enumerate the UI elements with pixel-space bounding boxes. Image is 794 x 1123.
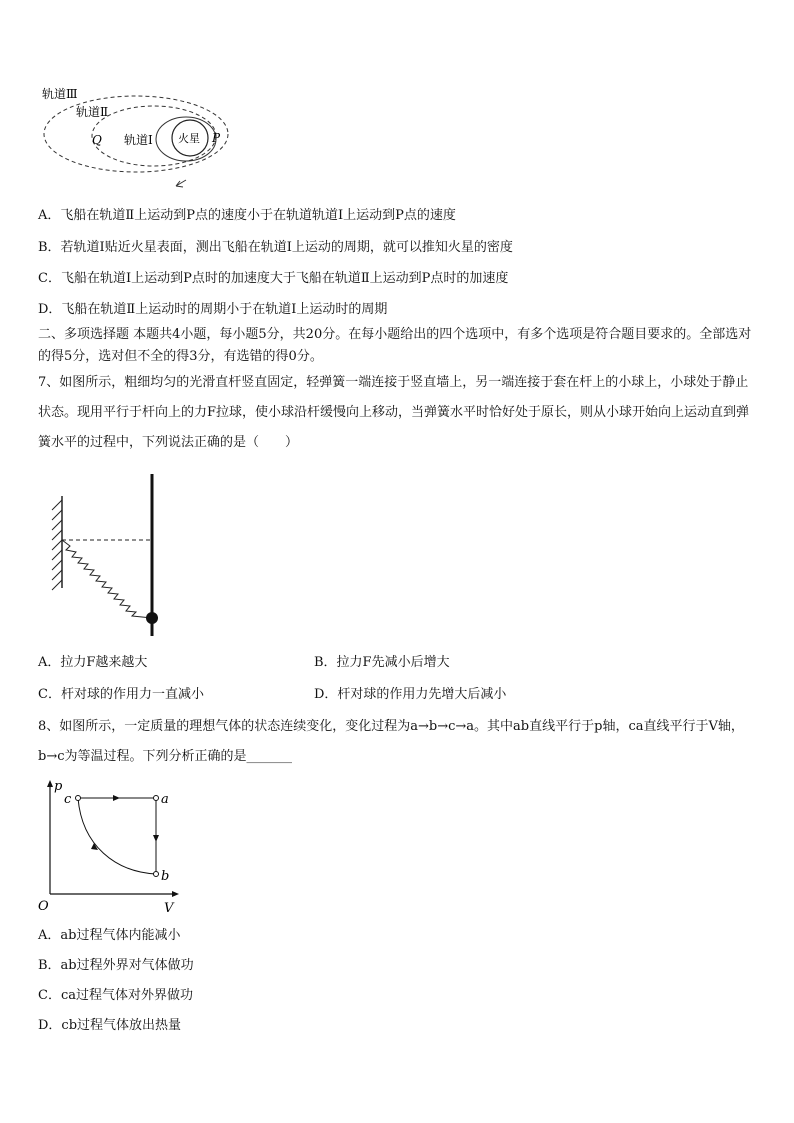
orbit3-label: 轨道Ⅲ	[42, 87, 78, 101]
section2-heading: 二、多项选择题 本题共4小题，每小题5分，共20分。在每小题给出的四个选项中，有多个选项是符合题目要求的。全部选对的得5分，选对但不全的得3分，有选错的得0分。	[38, 327, 752, 364]
q7-option-a: A．拉力F越来越大	[38, 655, 148, 670]
q7-option-d: D．杆对球的作用力先增大后减小	[314, 687, 507, 702]
orbit-arrow-icon	[176, 180, 186, 187]
v-axis-arrow-icon	[172, 891, 179, 897]
ca-arrow-icon	[113, 795, 120, 801]
pv-diagram	[36, 776, 186, 916]
c-label: c	[64, 792, 72, 807]
a-label: a	[161, 792, 169, 807]
q8-option-c: C．ca过程气体对外界做功	[38, 988, 193, 1003]
q-point-label: Q	[92, 133, 102, 147]
origin-label: O	[38, 899, 49, 914]
point-a	[154, 796, 159, 801]
orbit-figure	[36, 84, 236, 194]
q7-option-b: B．拉力F先减小后增大	[314, 655, 450, 670]
p-axis-arrow-icon	[47, 780, 53, 787]
orbit2-label: 轨道Ⅱ	[76, 105, 109, 119]
q8-option-d: D．cb过程气体放出热量	[38, 1018, 182, 1033]
ab-arrow-icon	[153, 835, 159, 842]
p-axis-label: p	[54, 779, 63, 794]
b-label: b	[161, 869, 170, 884]
q7-stem: 7、如图所示，粗细均匀的光滑直杆竖直固定，轻弹簧一端连接于竖直墙上，另一端连接于套在杆上的小球上，小球处于静止状态。现用平行于杆向上的力F拉球，使小球沿杆缓慢向上移动，当弹簧水平时恰好处于原长，则从小球开始向上运动直到弹簧水平的过程中，下列说法正确的是（ ）	[38, 375, 750, 450]
q8-stem: 8、如图所示，一定质量的理想气体的状态连续变化，变化过程为a→b→c→a。其中ab直线平行于p轴，ca直线平行于V轴，b→c为等温过程。下列分析正确的是_______	[38, 719, 744, 764]
ball	[146, 612, 158, 624]
point-b	[154, 872, 159, 877]
q8-option-a: A．ab过程气体内能减小	[38, 928, 181, 943]
q7-option-c: C．杆对球的作用力一直减小	[38, 687, 204, 702]
spring-rod-figure	[40, 470, 170, 640]
q6-option-d: D．飞船在轨道Ⅱ上运动时的周期小于在轨道I上运动时的周期	[38, 302, 388, 317]
point-c	[76, 796, 81, 801]
q6-option-b: B．若轨道I贴近火星表面，测出飞船在轨道I上运动的周期，就可以推知火星的密度	[38, 240, 513, 255]
q6-option-a: A．飞船在轨道Ⅱ上运动到P点的速度小于在轨道轨道Ⅰ上运动到P点的速度	[38, 208, 456, 223]
orbit1-label: 轨道Ⅰ	[124, 133, 153, 147]
p-point-label: P	[212, 131, 221, 145]
mars-label: 火星	[178, 132, 200, 145]
wall-hatching	[52, 500, 62, 590]
q8-option-b: B．ab过程外界对气体做功	[38, 958, 194, 973]
q6-option-c: C．飞船在轨道I上运动到P点时的加速度大于飞船在轨道Ⅱ上运动到P点时的加速度	[38, 271, 509, 286]
spring	[62, 540, 152, 618]
curve-bc	[78, 798, 156, 874]
v-axis-label: V	[164, 901, 174, 916]
